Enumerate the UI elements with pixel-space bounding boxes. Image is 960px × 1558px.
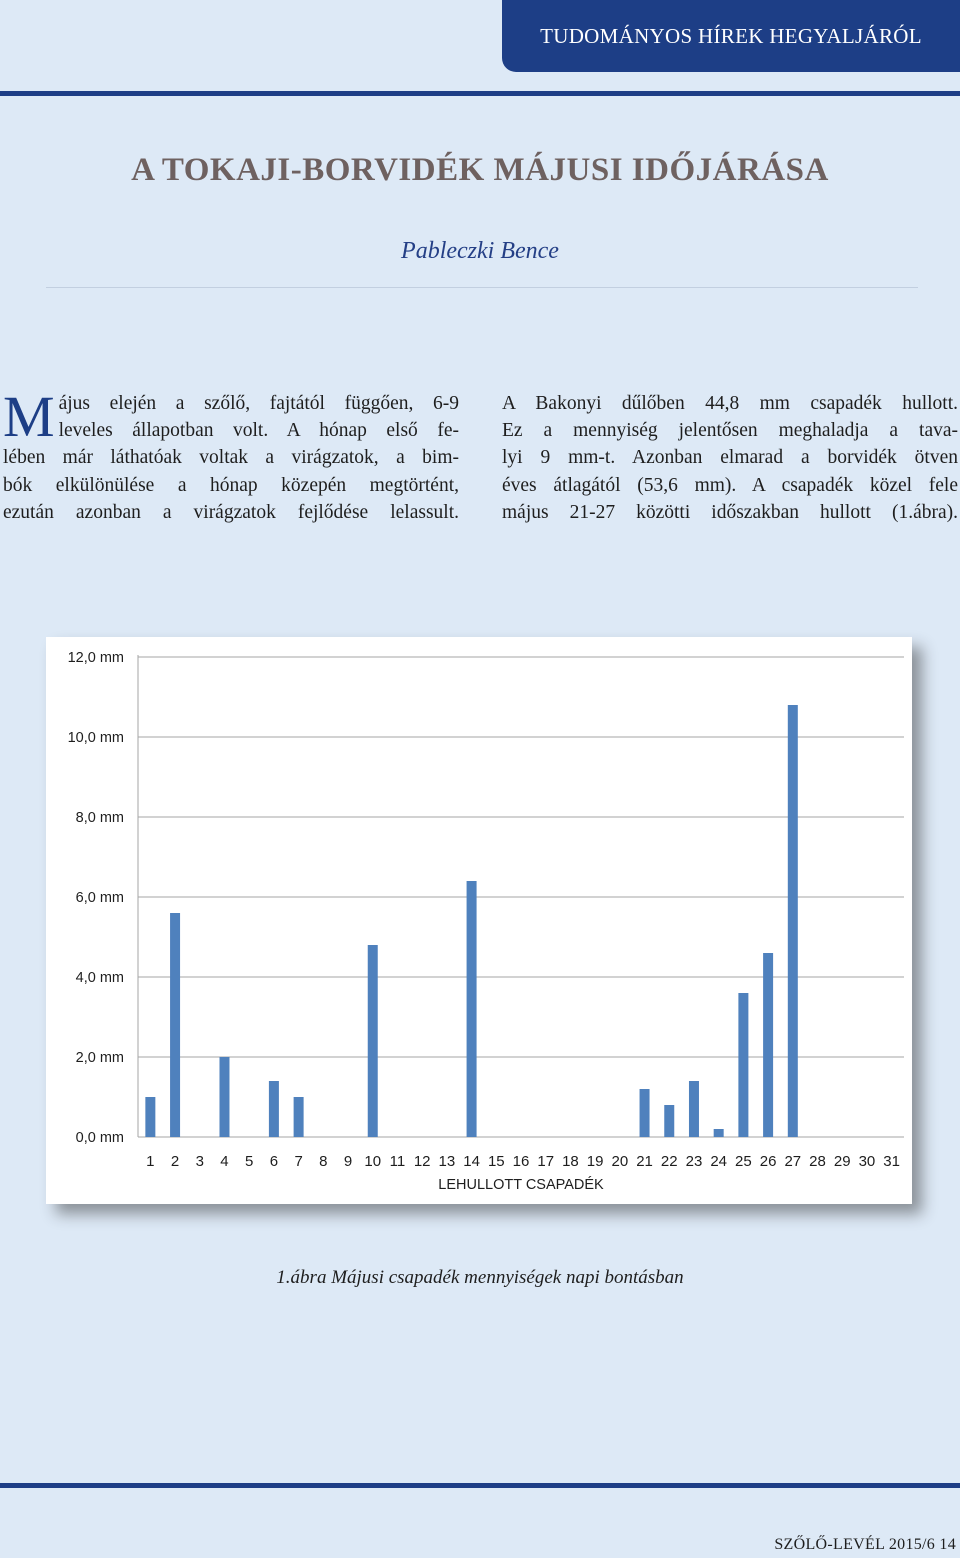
x-tick-label: 24 [710, 1153, 728, 1170]
x-tick-label: 23 [685, 1153, 703, 1170]
precipitation-chart [46, 637, 912, 1204]
x-tick-label: 30 [858, 1153, 876, 1170]
body-line: lyi 9 mm-t. Azonban elmarad a borvidék ötven [502, 447, 958, 469]
drop-cap: M [3, 384, 55, 449]
x-tick-label: 28 [809, 1153, 826, 1170]
x-tick-label: 22 [660, 1153, 678, 1170]
article-title: A TOKAJI-BORVIDÉK MÁJUSI IDŐJÁRÁSA [131, 152, 829, 188]
bottom-divider [0, 1483, 960, 1488]
body-line: ájus elején a szőlő, fajtától függően, 6-9 [58, 393, 459, 414]
y-tick-label: 2,0 mm [75, 1050, 124, 1066]
x-tick-label: 10 [364, 1153, 382, 1170]
x-tick-label: 17 [537, 1153, 555, 1170]
x-tick-label: 3 [195, 1153, 204, 1170]
x-tick-label: 7 [294, 1153, 303, 1170]
bar [714, 1129, 724, 1137]
bar [145, 1097, 155, 1137]
bar [788, 705, 798, 1137]
section-header-tab [502, 0, 960, 72]
bar [763, 953, 773, 1137]
body-line: éves átlagától (53,6 mm). A csapadék közel fele [502, 474, 958, 496]
x-tick-label: 26 [759, 1153, 777, 1170]
bar [738, 993, 748, 1137]
bar [219, 1057, 229, 1137]
x-tick-label: 8 [319, 1153, 328, 1170]
y-tick-label: 4,0 mm [75, 970, 124, 986]
body-line: bók elkülönülése a hónap közepén megtörtént, [3, 474, 459, 496]
body-line: május 21-27 közötti időszakban hullott (1.ábra). [502, 501, 958, 523]
body-column-right [502, 390, 958, 526]
section-header-label: TUDOMÁNYOS HÍREK HEGYALJÁRÓL [540, 23, 922, 48]
bar [640, 1089, 650, 1137]
bar [467, 881, 477, 1137]
body-line: A Bakonyi dűlőben 44,8 mm csapadék hullott. [502, 393, 958, 414]
x-tick-label: 16 [512, 1153, 530, 1170]
y-tick-label: 12,0 mm [67, 650, 124, 666]
x-tick-label: 29 [833, 1153, 851, 1170]
x-tick-label: 1 [146, 1153, 155, 1170]
figure-caption: 1.ábra Májusi csapadék mennyiségek napi bontásban [276, 1267, 684, 1288]
y-tick-label: 10,0 mm [67, 730, 124, 746]
bar [170, 913, 180, 1137]
x-tick-label: 19 [586, 1153, 604, 1170]
body-line: leveles állapotban volt. A hónap első fe- [58, 420, 459, 442]
article-author: Pableczki Bence [401, 238, 559, 264]
x-tick-label: 4 [220, 1153, 229, 1170]
x-tick-label: 6 [269, 1153, 279, 1170]
x-axis-title: LEHULLOTT CSAPADÉK [438, 1177, 604, 1193]
bar [269, 1081, 279, 1137]
body-column-left [3, 384, 459, 526]
bar [689, 1081, 699, 1137]
bar [664, 1105, 674, 1137]
x-tick-label: 2 [170, 1153, 180, 1170]
x-tick-label: 14 [463, 1153, 480, 1170]
x-tick-label: 20 [611, 1153, 629, 1170]
y-tick-label: 0,0 mm [75, 1130, 124, 1146]
x-tick-label: 13 [438, 1153, 456, 1170]
title-divider [46, 287, 918, 288]
x-tick-label: 27 [784, 1153, 802, 1170]
x-tick-label: 5 [245, 1153, 254, 1170]
x-tick-label: 25 [735, 1153, 752, 1170]
body-line: lében már láthatóak voltak a virágzatok, a bim- [3, 447, 459, 469]
body-line: ezután azonban a virágzatok fejlődése lelassult. [3, 501, 459, 523]
top-divider [0, 91, 960, 96]
bar [294, 1097, 304, 1137]
x-tick-label: 18 [562, 1153, 579, 1170]
chart-svg [46, 637, 912, 1204]
y-tick-label: 8,0 mm [75, 810, 124, 826]
body-line: Ez a mennyiség jelentősen meghaladja a tava- [502, 420, 958, 442]
page-footer: SZŐLŐ-LEVÉL 2015/6 14 [774, 1536, 956, 1553]
bar [368, 945, 378, 1137]
x-tick-label: 12 [413, 1153, 431, 1170]
x-tick-label: 21 [636, 1153, 653, 1170]
y-tick-label: 6,0 mm [75, 890, 124, 906]
x-tick-label: 31 [883, 1153, 900, 1170]
x-tick-label: 15 [487, 1153, 505, 1170]
x-tick-label: 11 [389, 1153, 406, 1170]
x-tick-label: 9 [343, 1153, 353, 1170]
